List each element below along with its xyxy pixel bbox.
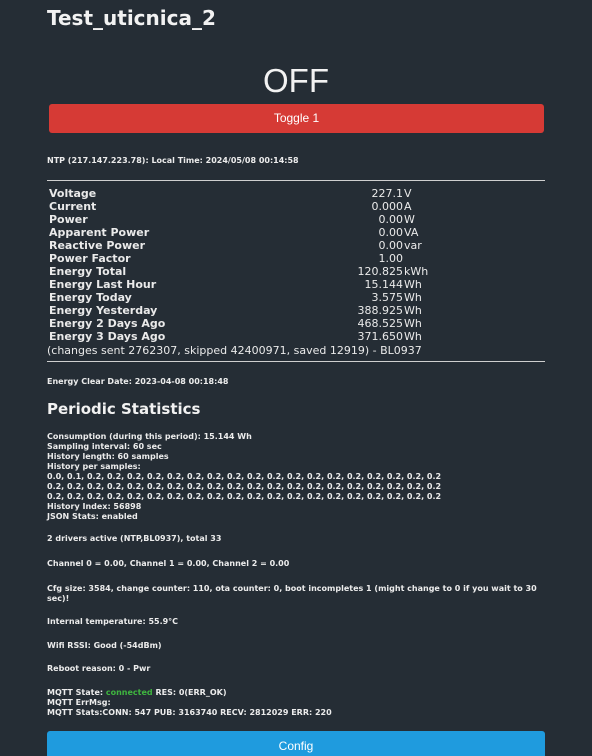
measurement-unit: VA: [404, 226, 419, 239]
measurement-row: [49, 317, 545, 330]
energy-clear-date: Energy Clear Date: 2023-04-08 00:18:48: [47, 377, 229, 386]
drivers-line: 2 drivers active (NTP,BL0937), total 33: [47, 534, 222, 543]
measurement-label: Energy 3 Days Ago: [49, 330, 166, 343]
divider-top: [47, 180, 545, 181]
measurement-label: Reactive Power: [49, 239, 146, 252]
ntp-time: NTP (217.147.223.78): Local Time: 2024/05/08 00:14:58: [47, 156, 299, 165]
temperature-line: Internal temperature: 55.9°C: [47, 617, 179, 626]
measurement-row: [49, 291, 545, 304]
json-stats: JSON Stats: enabled: [47, 512, 138, 521]
measurement-value: 15.144: [364, 278, 403, 291]
measurement-label: Energy Total: [49, 265, 127, 278]
mqtt-connected-status: connected: [105, 688, 153, 697]
measurement-value: 388.925: [357, 304, 403, 317]
divider-bottom: [47, 361, 545, 362]
measurement-label: Current: [49, 200, 97, 213]
channels-line: Channel 0 = 0.00, Channel 1 = 0.00, Channel 2 = 0.00: [47, 559, 290, 568]
measurement-row: [49, 265, 545, 278]
measurement-row: [49, 226, 545, 239]
measurement-row: [49, 200, 545, 213]
measurement-value: 0.00: [378, 239, 403, 252]
measurement-unit: V: [404, 187, 412, 200]
measurement-unit: Wh: [404, 317, 422, 330]
measurement-label: Energy Today: [49, 291, 132, 304]
device-title: Test_uticnica_2: [47, 6, 216, 30]
measurement-unit: Wh: [404, 330, 422, 343]
measurement-row: [49, 278, 545, 291]
measurement-unit: var: [404, 239, 422, 252]
measurement-label: Energy Yesterday: [49, 304, 158, 317]
measurement-unit: Wh: [404, 304, 422, 317]
measurement-unit: Wh: [404, 291, 422, 304]
reboot-reason-line: Reboot reason: 0 - Pwr: [47, 664, 151, 673]
measurement-value: 3.575: [371, 291, 403, 304]
history-values-line: 0.0, 0.1, 0.2, 0.2, 0.2, 0.2, 0.2, 0.2, 0.2, 0.2, 0.2, 0.2, 0.2, 0.2, 0.2, 0.2, 0.2, 0.2, 0.2, 0.2: [47, 472, 442, 481]
measurement-label: Power: [49, 213, 88, 226]
toggle-button[interactable]: Toggle 1: [49, 104, 544, 133]
mqtt-errmsg: MQTT ErrMsg:: [47, 698, 111, 707]
sampling-interval: Sampling interval: 60 sec: [47, 442, 162, 451]
mqtt-info: [47, 688, 547, 718]
measurement-value: 371.650: [357, 330, 403, 343]
measurement-value: 0.00: [378, 226, 403, 239]
mqtt-result: RES: 0(ERR_OK): [155, 688, 227, 697]
history-values-line: 0.2, 0.2, 0.2, 0.2, 0.2, 0.2, 0.2, 0.2, 0.2, 0.2, 0.2, 0.2, 0.2, 0.2, 0.2, 0.2, 0.2, 0.2, 0.2, 0.2: [47, 482, 442, 491]
consumption-line: Consumption (during this period): 15.144 Wh: [47, 432, 252, 441]
measurement-row: [49, 252, 545, 265]
measurement-unit: A: [404, 200, 412, 213]
changes-summary: (changes sent 2762307, skipped 42400971, saved 12919) - BL0937: [47, 344, 422, 357]
mqtt-stats: MQTT Stats:CONN: 547 PUB: 3163740 RECV: 2812029 ERR: 220: [47, 708, 332, 717]
measurement-unit: kWh: [404, 265, 429, 278]
measurement-label: Apparent Power: [49, 226, 150, 239]
measurement-value: 227.1: [371, 187, 403, 200]
cfg-line: Cfg size: 3584, change counter: 110, ota counter: 0, boot incompletes 1 (might change to 0 if you wait to 30 sec)!: [47, 584, 537, 603]
history-length: History length: 60 samples: [47, 452, 169, 461]
mqtt-state-line: [47, 688, 547, 698]
history-per-samples-label: History per samples:: [47, 462, 141, 471]
measurement-label: Power Factor: [49, 252, 131, 265]
mqtt-state-label: MQTT State:: [47, 688, 104, 697]
measurement-row: [49, 304, 545, 317]
config-button[interactable]: Config: [47, 731, 545, 756]
measurement-label: Energy 2 Days Ago: [49, 317, 166, 330]
measurement-value: 1.00: [378, 252, 403, 265]
measurement-value: 0.00: [378, 213, 403, 226]
history-index: History Index: 56898: [47, 502, 142, 511]
measurement-label: Energy Last Hour: [49, 278, 157, 291]
measurement-row: [49, 213, 545, 226]
relay-state: OFF: [263, 62, 329, 99]
measurement-value: 468.525: [357, 317, 403, 330]
measurements-table: [49, 187, 545, 343]
measurement-unit: Wh: [404, 278, 422, 291]
measurement-label: Voltage: [49, 187, 97, 200]
measurement-unit: W: [404, 213, 415, 226]
history-values-line: 0.2, 0.2, 0.2, 0.2, 0.2, 0.2, 0.2, 0.2, 0.2, 0.2, 0.2, 0.2, 0.2, 0.2, 0.2, 0.2, 0.2, 0.2, 0.2, 0.2: [47, 492, 442, 501]
measurement-row: [49, 239, 545, 252]
measurement-row: [49, 330, 545, 343]
measurement-row: [49, 187, 545, 200]
measurement-value: 0.000: [371, 200, 403, 213]
measurement-value: 120.825: [357, 265, 403, 278]
periodic-statistics: [47, 432, 547, 522]
periodic-statistics-title: Periodic Statistics: [47, 400, 201, 418]
wifi-rssi-line: Wifi RSSI: Good (-54dBm): [47, 641, 162, 650]
